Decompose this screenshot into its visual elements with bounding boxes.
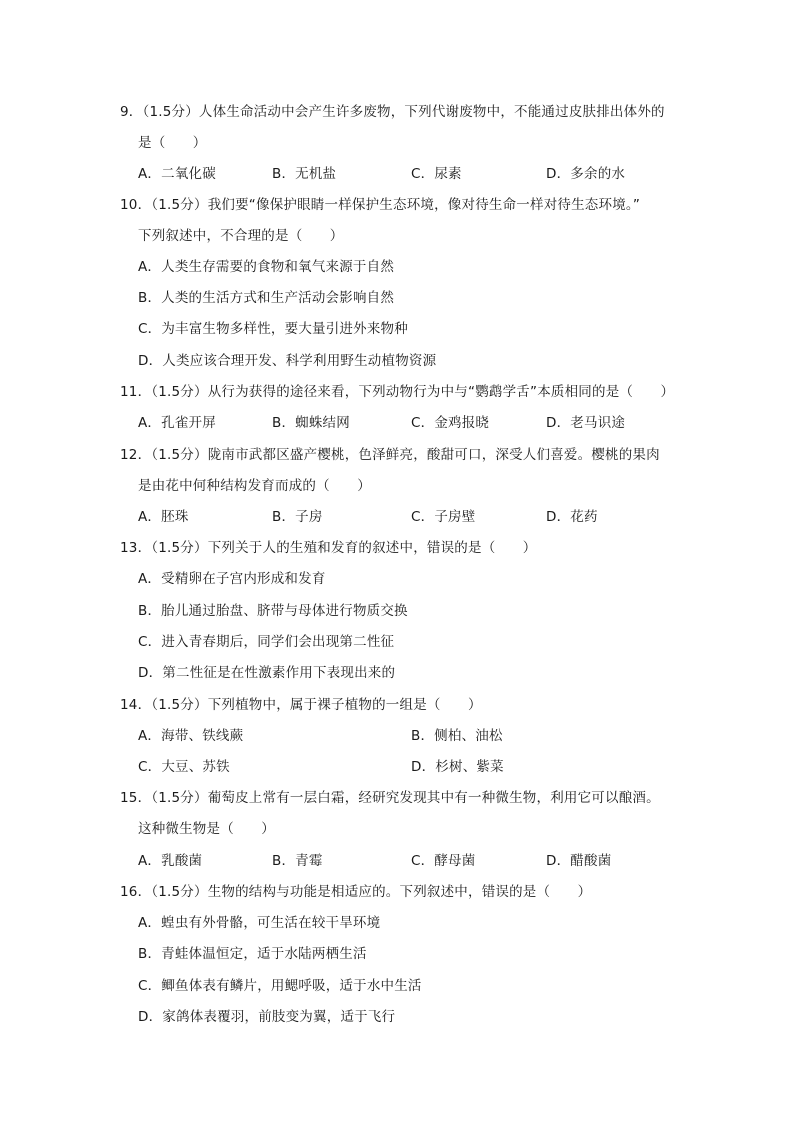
question-11-option-b: B．蜘蛛结网 xyxy=(272,415,350,431)
question-16-option-b: B．青蛙体温恒定，适于水陆两栖生活 xyxy=(138,946,367,962)
question-15-option-a: A．乳酸菌 xyxy=(138,853,203,869)
question-16-option-d: D．家鸽体表覆羽，前肢变为翼，适于飞行 xyxy=(138,1009,396,1025)
question-11-option-c: C．金鸡报晓 xyxy=(411,415,490,431)
question-15-stem-line-1: 15．（1.5分）葡萄皮上常有一层白霜，经研究发现其中有一种微生物，利用它可以酿酒。 xyxy=(120,790,660,806)
question-11-option-a: A．孔雀开屏 xyxy=(138,415,216,431)
question-12-option-d: D．花药 xyxy=(546,509,598,525)
question-9-option-a: A．二氧化碳 xyxy=(138,166,216,182)
question-12-option-a: A．胚珠 xyxy=(138,509,189,525)
question-10-stem-line-1: 10．（1.5分）我们要“像保护眼睛一样保护生态环境，像对待生命一样对待生态环境。” xyxy=(120,197,641,213)
question-15-stem-line-2: 这种微生物是（ ） xyxy=(138,821,275,837)
question-9-stem-line-2: 是（ ） xyxy=(138,135,207,151)
question-9-stem-line-1: 9．（1.5分）人体生命活动中会产生许多废物，下列代谢废物中，不能通过皮肤排出体外的 xyxy=(120,104,665,120)
question-13-stem-line-1: 13．（1.5分）下列关于人的生殖和发育的叙述中，错误的是（ ） xyxy=(120,540,537,556)
question-12-stem-line-2: 是由花中何种结构发育而成的（ ） xyxy=(138,478,371,494)
question-11-option-d: D．老马识途 xyxy=(546,415,626,431)
question-15-option-d: D．醋酸菌 xyxy=(546,853,612,869)
question-14-stem-line-1: 14．（1.5分）下列植物中，属于裸子植物的一组是（ ） xyxy=(120,697,482,713)
question-12-option-c: C．子房壁 xyxy=(411,509,476,525)
question-14-option-a: A．海带、铁线蕨 xyxy=(138,728,244,744)
question-13-option-b: B．胎儿通过胎盘、脐带与母体进行物质交换 xyxy=(138,603,408,619)
question-14-option-c: C．大豆、苏铁 xyxy=(138,759,230,775)
question-9-option-c: C．尿素 xyxy=(411,166,462,182)
question-10-option-b: B．人类的生活方式和生产活动会影响自然 xyxy=(138,290,395,306)
question-12-stem-line-1: 12．（1.5分）陇南市武都区盛产樱桃，色泽鲜亮，酸甜可口，深受人们喜爱。樱桃的果肉 xyxy=(120,447,660,463)
question-16-option-a: A．蝗虫有外骨骼，可生活在较干旱环境 xyxy=(138,915,381,931)
question-15-option-c: C．酵母菌 xyxy=(411,853,476,869)
question-13-option-d: D．第二性征是在性激素作用下表现出来的 xyxy=(138,665,396,681)
question-16-option-c: C．鲫鱼体表有鳞片，用鳃呼吸，适于水中生活 xyxy=(138,978,422,994)
question-10-option-c: C．为丰富生物多样性，要大量引进外来物种 xyxy=(138,321,408,337)
question-14-option-d: D．杉树、紫菜 xyxy=(411,759,504,775)
question-12-option-b: B．子房 xyxy=(272,509,323,525)
question-10-option-d: D．人类应该合理开发、科学利用野生动植物资源 xyxy=(138,353,437,369)
question-13-option-a: A．受精卵在子宫内形成和发育 xyxy=(138,571,326,587)
question-14-option-b: B．侧柏、油松 xyxy=(411,728,503,744)
question-10-stem-line-2: 下列叙述中，不合理的是（ ） xyxy=(138,228,344,244)
question-9-option-d: D．多余的水 xyxy=(546,166,626,182)
question-11-stem-line-1: 11．（1.5分）从行为获得的途径来看，下列动物行为中与“鹦鹉学舌”本质相同的是（ ） xyxy=(120,384,675,400)
question-15-option-b: B．青霉 xyxy=(272,853,323,869)
question-16-stem-line-1: 16．（1.5分）生物的结构与功能是相适应的。下列叙述中，错误的是（ ） xyxy=(120,884,592,900)
question-13-option-c: C．进入青春期后，同学们会出现第二性征 xyxy=(138,634,395,650)
question-10-option-a: A．人类生存需要的食物和氧气来源于自然 xyxy=(138,259,395,275)
question-9-option-b: B．无机盐 xyxy=(272,166,337,182)
